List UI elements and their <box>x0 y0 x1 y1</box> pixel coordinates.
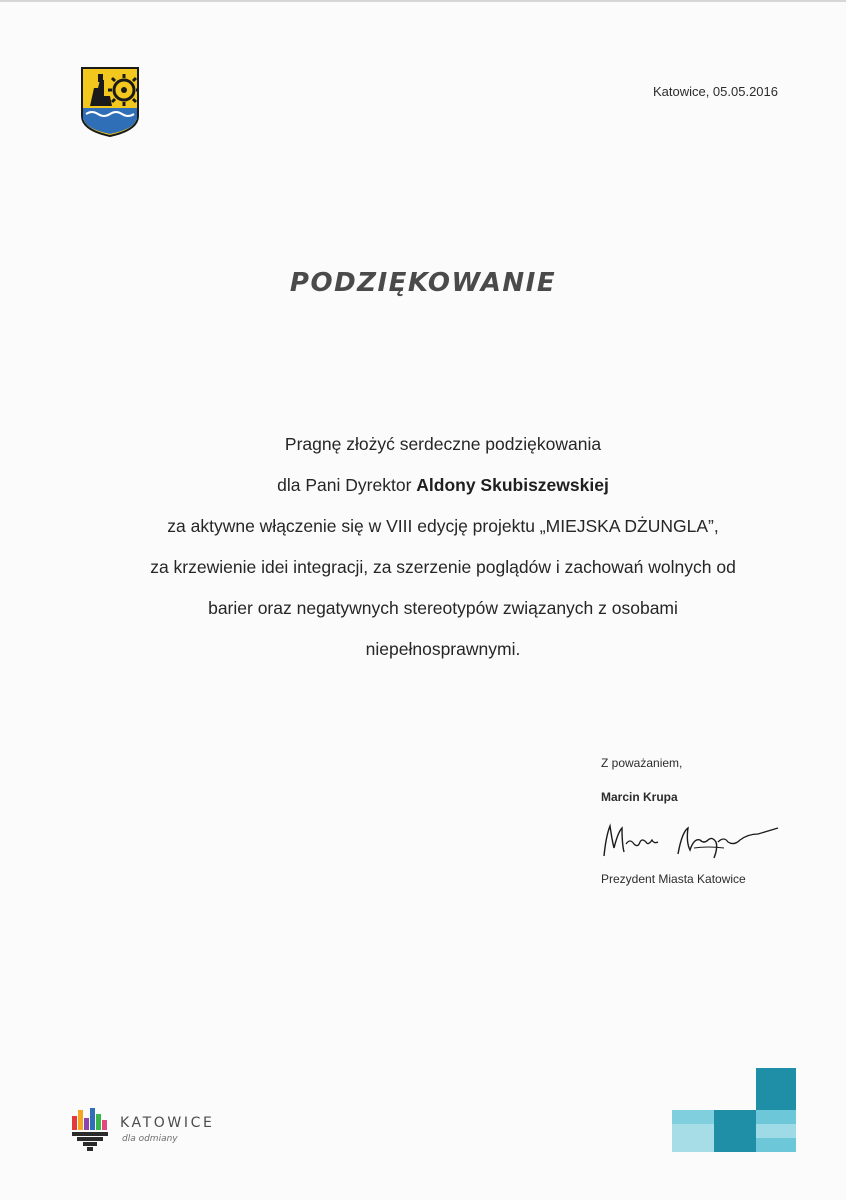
decorative-squares-icon <box>672 1068 798 1154</box>
katowice-city-logo-icon <box>70 1106 116 1152</box>
body-line-1: Pragnę złożyć serdeczne podziękowania <box>284 434 602 454</box>
katowice-logo <box>70 1106 240 1154</box>
signer-name: Marcin Krupa <box>601 790 678 804</box>
signer-role: Prezydent Miasta Katowice <box>601 872 746 886</box>
recipient-name: Aldony Skubiszewskiej <box>416 475 609 495</box>
logo-name: KATOWICE <box>120 1115 215 1131</box>
letter-date: Katowice, 05.05.2016 <box>652 84 778 99</box>
handwritten-signature <box>598 818 780 864</box>
body-line-4: za krzewienie idei integracji, za szerzenie poglądów i zachowań wolnych od <box>150 557 736 577</box>
body-line-2-prefix: dla Pani Dyrektor <box>277 475 417 495</box>
page-top-edge <box>0 0 846 2</box>
document-title: PODZIĘKOWANIE <box>289 268 557 298</box>
body-line-5: barier oraz negatywnych stereotypów związanych z osobami <box>208 598 678 618</box>
coat-of-arms-icon <box>80 66 140 138</box>
closing-phrase: Z poważaniem, <box>601 756 683 770</box>
body-line-3: za aktywne włączenie się w VIII edycję projektu „MIEJSKA DŻUNGLA”, <box>167 516 719 536</box>
logo-slogan: dla odmiany <box>122 1134 178 1144</box>
letter-body <box>40 424 846 670</box>
body-line-6: niepełnosprawnymi. <box>365 639 521 659</box>
body-line-2 <box>40 465 846 506</box>
